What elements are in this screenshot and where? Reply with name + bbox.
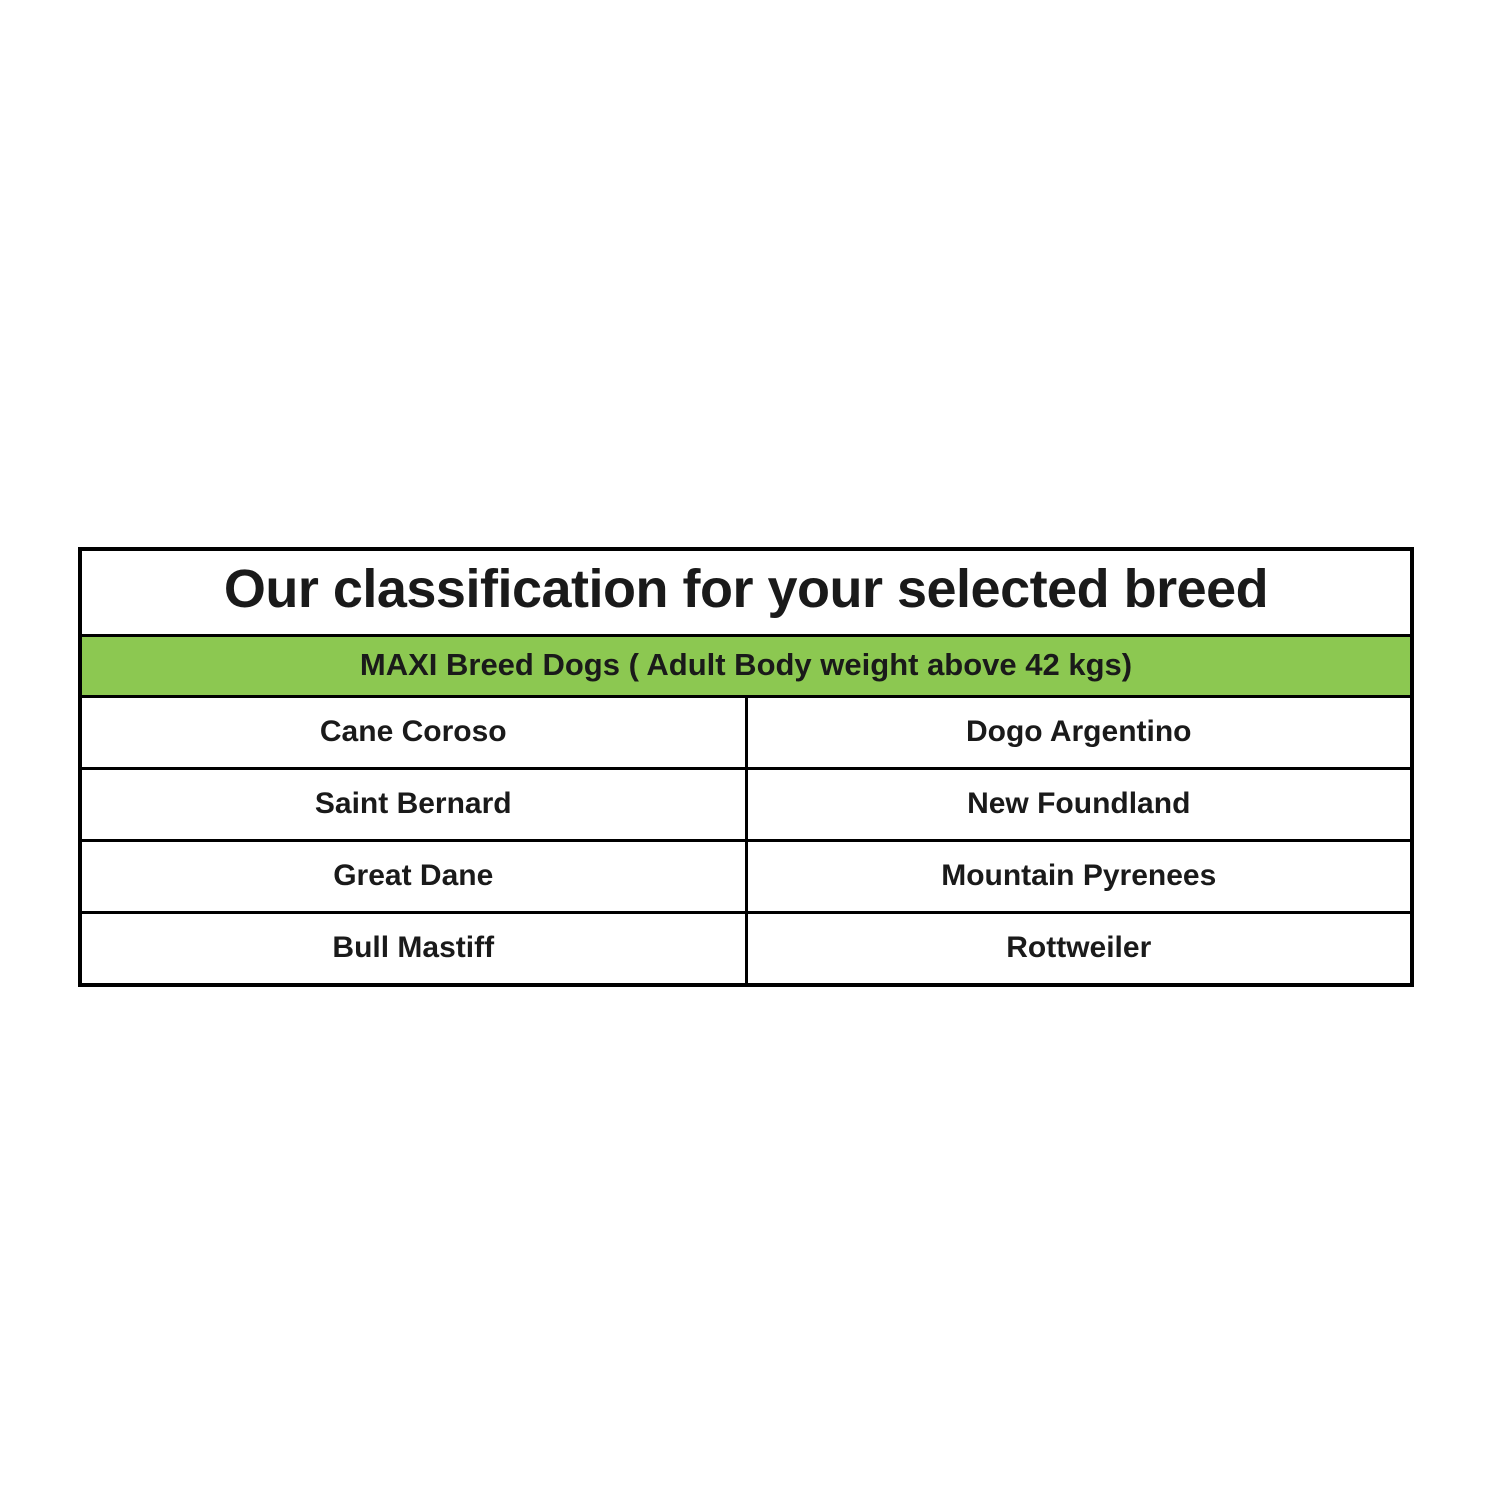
breed-table: [82, 698, 1410, 983]
breed-cell: Bull Mastiff: [82, 912, 746, 983]
page-title: Our classification for your selected breed: [223, 559, 1269, 619]
table-row: [82, 698, 1410, 769]
breed-cell: Mountain Pyrenees: [746, 840, 1410, 912]
category-banner: [82, 637, 1410, 698]
breed-cell: New Foundland: [746, 768, 1410, 840]
card-title-row: [82, 551, 1410, 637]
table-row: [82, 768, 1410, 840]
breed-classification-card: [78, 547, 1414, 987]
table-row: [82, 912, 1410, 983]
breed-cell: Great Dane: [82, 840, 746, 912]
table-row: [82, 840, 1410, 912]
breed-cell: Saint Bernard: [82, 768, 746, 840]
breed-cell: Cane Coroso: [82, 698, 746, 769]
breed-cell: Dogo Argentino: [965, 714, 1192, 748]
category-banner-label: MAXI Breed Dogs ( Adult Body weight above 42 kgs): [359, 646, 1133, 682]
breed-cell: Rottweiler: [746, 912, 1410, 983]
